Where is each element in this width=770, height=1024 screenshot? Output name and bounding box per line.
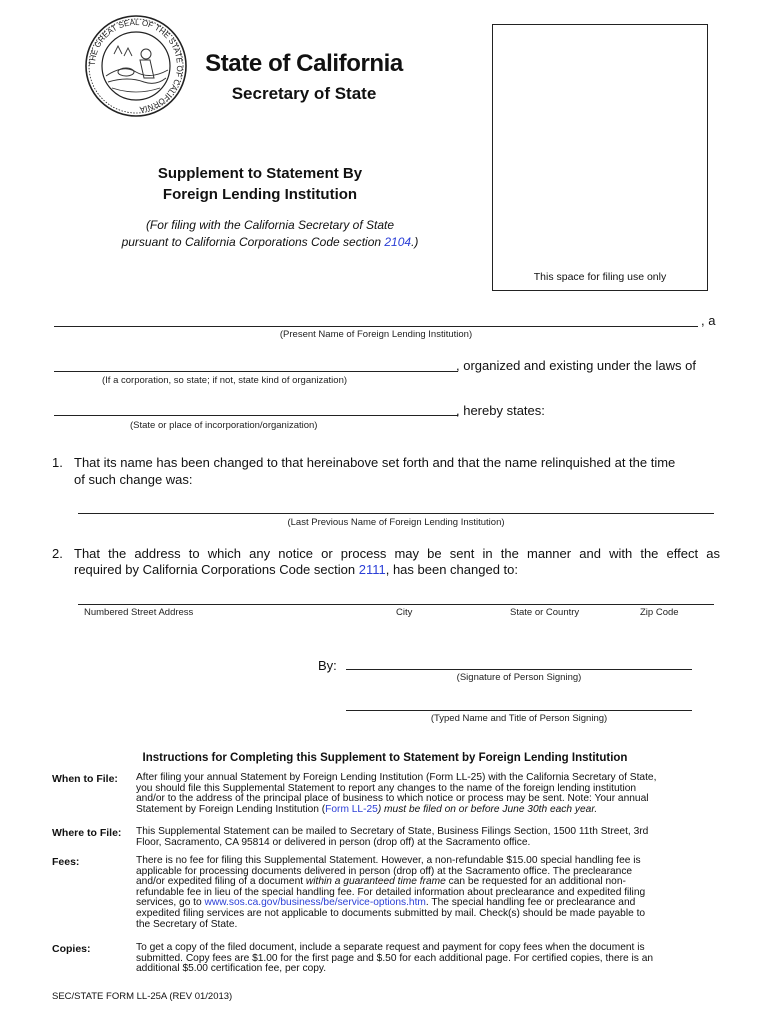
signature-field[interactable]	[346, 669, 692, 670]
where-line: This Supplemental Statement can be mailed to Secretary of State, Business Filings Section, 1500 11th Street, 3rd	[136, 826, 649, 837]
item1-text-line1: That its name has been changed to that hereinabove set forth and that the name relinquished at the time	[74, 455, 676, 470]
item2-text-line2	[74, 562, 518, 577]
state-of-incorporation-caption: (State or place of incorporation/organization)	[130, 420, 318, 431]
form-title-line2: Foreign Lending Institution	[162, 186, 358, 203]
when-line: After filing your annual Statement by Foreign Lending Institution (Form LL-25) with the California Secretary of State,	[136, 772, 657, 783]
last-previous-name-caption: (Last Previous Name of Foreign Lending Institution)	[287, 517, 505, 528]
item1-number: 1.	[52, 455, 63, 470]
when-line: you should file this Supplemental Statement to report any changes to the name of the foreign lending institution	[136, 782, 637, 794]
svg-text:THE GREAT SEAL OF THE STATE OF: THE GREAT SEAL OF THE STATE OF CALIFORNIA	[87, 17, 185, 114]
page-subtitle: Secretary of State	[231, 84, 377, 103]
filing-space-caption: This space for filing use only	[533, 271, 667, 283]
typed-name-caption: (Typed Name and Title of Person Signing)	[430, 713, 608, 724]
line2-suffix: , organized and existing under the laws of	[456, 358, 696, 373]
signature-caption: (Signature of Person Signing)	[456, 672, 582, 683]
present-name-field[interactable]	[54, 326, 698, 327]
copies-label: Copies:	[52, 943, 91, 955]
form-title-line1: Supplement to Statement By	[157, 165, 363, 182]
organization-kind-field[interactable]	[54, 371, 458, 372]
copies-line: To get a copy of the filed document, include a separate request and payment for copy fees when the document is	[136, 942, 645, 953]
fees-line: applicable for processing documents delivered in person (drop off) at the Sacramento office. The preclearance	[136, 865, 633, 877]
filing-note-text: pursuant to California Corporations Code section	[121, 235, 385, 249]
service-options-link[interactable]: www.sos.ca.gov/business/be/service-options.htm	[204, 897, 426, 909]
when-to-file-text	[136, 773, 720, 815]
state-seal-image	[84, 14, 188, 118]
code-section-2111-link[interactable]: 2111	[358, 562, 386, 577]
where-to-file-label: Where to File:	[52, 827, 122, 839]
present-name-caption: (Present Name of Foreign Lending Institution)	[279, 329, 473, 340]
filing-note-line2	[60, 234, 480, 251]
code-section-2104-link[interactable]: 2104	[384, 235, 412, 249]
fees-label: Fees:	[52, 856, 80, 868]
form-ll25-link[interactable]: Form LL-25	[325, 803, 378, 815]
when-deadline-text: ) must be filed on or before June 30th each year.	[377, 803, 598, 815]
fees-text	[136, 856, 720, 930]
item2-number: 2.	[52, 546, 63, 561]
line1-suffix: , a	[701, 313, 716, 328]
new-address-field[interactable]	[78, 604, 714, 605]
fees-text-part: can be requested for an additional non-	[445, 876, 626, 888]
filing-note	[60, 217, 480, 251]
fees-italic-text: within a guaranteed time frame	[305, 876, 446, 888]
copies-text	[136, 943, 720, 975]
item1-text-line2: of such change was:	[74, 472, 193, 487]
instructions-title: Instructions for Completing this Supplement to Statement by Foreign Lending Institution	[142, 752, 628, 764]
form-title	[120, 163, 400, 205]
item2-text-end: , has been changed to:	[385, 562, 518, 577]
item2-text: required by California Corporations Code section	[74, 562, 359, 577]
fees-text-part: services, go to	[136, 897, 205, 909]
city-caption: City	[396, 607, 413, 618]
fees-line: the Secretary of State.	[136, 918, 238, 930]
filing-note-close: .)	[411, 235, 419, 249]
form-number-footer: SEC/STATE FORM LL-25A (REV 01/2013)	[52, 991, 233, 1002]
item2-text-line1: That the address to which any notice or process may be sent in the manner and with the effect as	[74, 546, 720, 561]
copies-line: additional $5.00 certification fee, per copy.	[136, 963, 327, 975]
street-address-caption: Numbered Street Address	[84, 607, 194, 618]
fees-text-part: and/or expedited filing of a document	[136, 876, 306, 888]
where-line: Floor, Sacramento, CA 95814 or delivered in person (drop off) at the Sacramento office.	[136, 836, 531, 848]
by-label: By:	[318, 658, 337, 673]
last-previous-name-field[interactable]	[78, 513, 714, 514]
fees-line: refundable fee in lieu of the special handling fee. For detailed information about preclearance and expedited filing	[136, 886, 646, 898]
state-of-incorporation-field[interactable]	[54, 415, 458, 416]
page-title: State of California	[205, 50, 403, 77]
zip-code-caption: Zip Code	[640, 607, 679, 618]
copies-line: submitted. Copy fees are $1.00 for the first page and $.50 for each additional page. For certified copies, there is an	[136, 952, 654, 964]
filing-use-box	[492, 24, 708, 291]
filing-note-line1: (For filing with the California Secretary of State	[145, 218, 395, 232]
when-line: and/or to the address of the principal place of business to which notice or process may be sent. Note: Your annual	[136, 793, 649, 805]
typed-name-title-field[interactable]	[346, 710, 692, 711]
line3-suffix: , hereby states:	[456, 403, 545, 418]
state-country-caption: State or Country	[510, 607, 580, 618]
when-line	[136, 805, 720, 816]
organization-kind-caption: (If a corporation, so state; if not, state kind of organization)	[102, 375, 348, 386]
fees-line: expedited filing services are not applicable to documents submitted by mail. Check(s) should be made payable to	[136, 907, 646, 919]
fees-text-part: . The special handling fee or preclearance and	[425, 897, 636, 909]
fees-line: There is no fee for filing this Supplemental Statement. However, a non-refundable $15.00 special handling fee is	[136, 855, 641, 866]
where-to-file-text	[136, 827, 720, 848]
when-text: Statement by Foreign Lending Institution (	[136, 803, 326, 815]
when-to-file-label: When to File:	[52, 773, 118, 785]
